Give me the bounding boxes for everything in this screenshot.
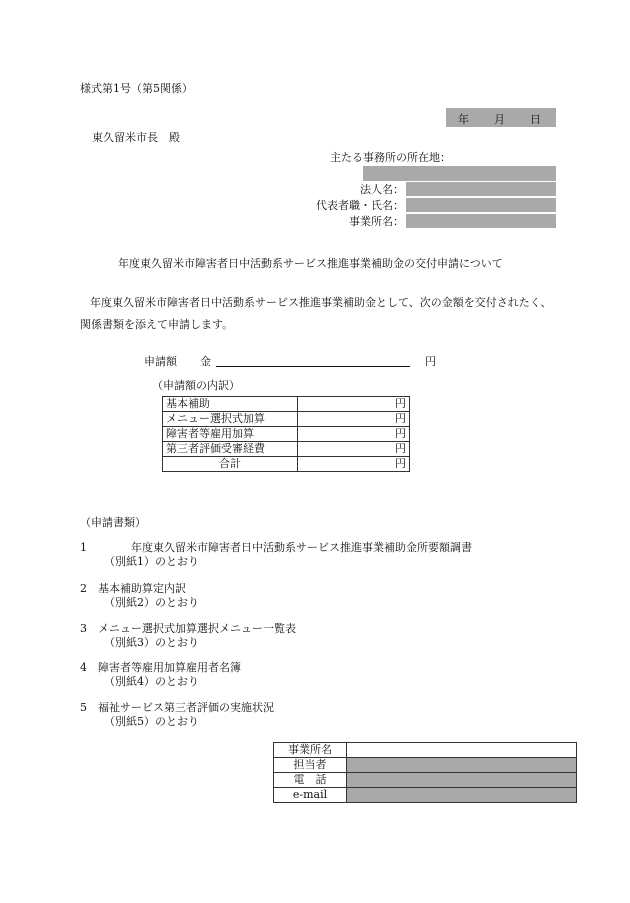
body-paragraph: 年度東久留米市障害者日中活動系サービス推進事業補助金として、次の金額を交付されたく、関係書類を添えて申請します。 [80,296,552,331]
amount-prefix: 金 [200,355,211,368]
contact-email-label: e-mail [274,788,347,803]
document-reference: （別紙2）のとおり [104,596,199,609]
breakdown-item-name: メニュー選択式加算 [163,412,298,427]
representative-label: 代表者職・氏名： [316,199,404,212]
form-number: 様式第1号（第5関係） [80,82,193,95]
document-number: 2 [80,582,87,595]
document-text: 基本補助算定内訳 [98,582,186,595]
breakdown-item-name: 基本補助 [163,397,298,412]
corporation-row [260,182,556,197]
corporation-label: 法人名： [360,183,404,196]
facility-field[interactable] [406,214,556,228]
document-reference: （別紙4）のとおり [104,675,199,688]
table-row [274,788,577,803]
contact-person-label: 担当者 [274,758,347,773]
date-month-label: 月 [494,113,505,126]
breakdown-item-name: 障害者等雇用加算 [163,427,298,442]
contact-facility-field[interactable] [347,743,577,758]
breakdown-label: （申請額の内訳） [152,379,240,392]
document-reference: （別紙3）のとおり [104,636,199,649]
office-location-field[interactable] [363,166,556,181]
date-field[interactable] [446,108,556,127]
table-row [163,427,410,442]
document-text: メニュー選択式加算選択メニュー一覧表 [98,622,296,635]
document-text: 福祉サービス第三者評価の実施状況 [98,701,274,714]
contact-facility-label: 事業所名 [274,743,347,758]
breakdown-item-name: 第三者評価受審経費 [163,442,298,457]
date-year-label: 年 [458,113,469,126]
table-row [163,397,410,412]
table-row [163,442,410,457]
documents-header: （申請書類） [80,516,146,529]
amount-field[interactable] [216,366,410,367]
representative-row [260,198,556,213]
table-row [163,457,410,472]
document-reference: （別紙5）のとおり [104,715,199,728]
date-day-label: 日 [530,113,541,126]
document-reference: （別紙1）のとおり [104,555,199,568]
breakdown-item-value[interactable]: 円 [298,442,410,457]
amount-label: 申請額 [144,355,177,368]
breakdown-item-value[interactable]: 円 [298,427,410,442]
representative-field[interactable] [406,198,556,212]
breakdown-table [162,396,410,472]
document-text: 障害者等雇用加算雇用者名簿 [98,661,241,674]
table-row [274,743,577,758]
breakdown-item-value[interactable]: 円 [298,397,410,412]
corporation-field[interactable] [406,182,556,196]
document-number: 1 [80,541,87,554]
breakdown-item-value[interactable]: 円 [298,412,410,427]
document-text: 年度東久留米市障害者日中活動系サービス推進事業補助金所要額調書 [98,541,472,554]
table-row [274,773,577,788]
contact-table [273,742,577,803]
document-number: 5 [80,701,87,714]
breakdown-total-label: 合計 [163,457,298,472]
breakdown-total-value[interactable]: 円 [298,457,410,472]
amount-unit: 円 [425,355,436,368]
table-row [163,412,410,427]
facility-row [260,214,556,229]
facility-label: 事業所名： [349,215,404,228]
contact-phone-label: 電 話 [274,773,347,788]
document-number: 3 [80,622,87,635]
contact-person-field[interactable] [347,758,577,773]
office-location-label: 主たる事務所の所在地： [330,151,451,164]
document-number: 4 [80,661,87,674]
contact-email-field[interactable] [347,788,577,803]
table-row [274,758,577,773]
document-title: 年度東久留米市障害者日中活動系サービス推進事業補助金の交付申請について [118,257,503,270]
addressee: 東久留米市長 殿 [92,131,180,144]
contact-phone-field[interactable] [347,773,577,788]
